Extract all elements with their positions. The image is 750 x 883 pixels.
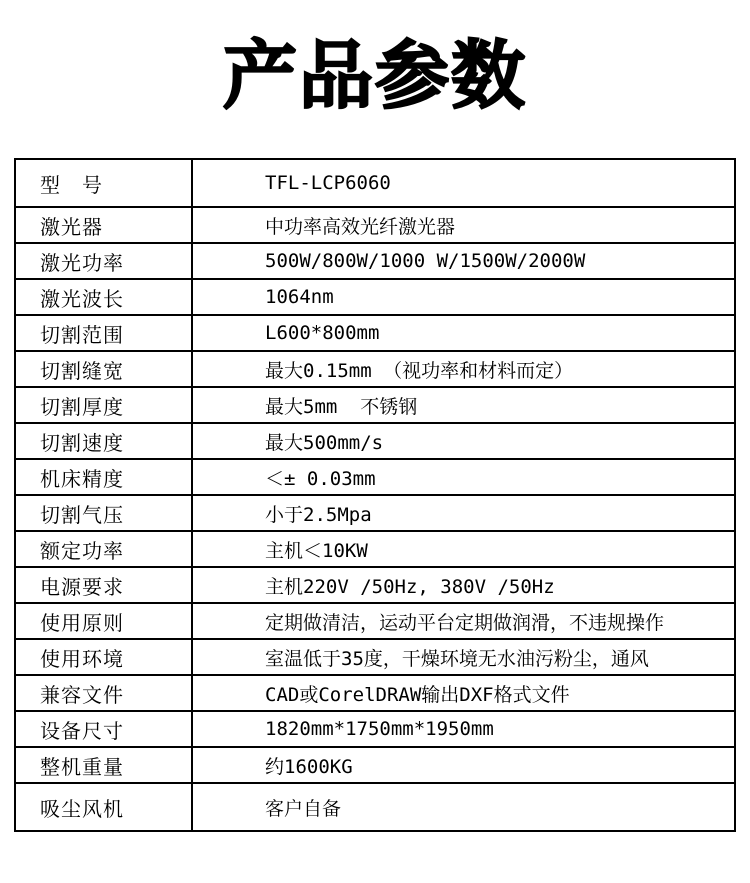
row-value: 最大5mm 不锈钢 bbox=[192, 387, 735, 423]
row-label: 使用原则 bbox=[15, 603, 192, 639]
row-label: 使用环境 bbox=[15, 639, 192, 675]
row-value: 室温低于35度，干燥环境无水油污粉尘，通风 bbox=[192, 639, 735, 675]
row-value: ＜± 0.03mm bbox=[192, 459, 735, 495]
row-value: 1064nm bbox=[192, 279, 735, 315]
table-row bbox=[15, 639, 735, 675]
table-row bbox=[15, 711, 735, 747]
table-row bbox=[15, 315, 735, 351]
row-value: 约1600KG bbox=[192, 747, 735, 783]
table-row bbox=[15, 531, 735, 567]
row-value: 1820mm*1750mm*1950mm bbox=[192, 711, 735, 747]
table-row bbox=[15, 747, 735, 783]
row-label: 切割缝宽 bbox=[15, 351, 192, 387]
row-label: 兼容文件 bbox=[15, 675, 192, 711]
table-row bbox=[15, 603, 735, 639]
row-label: 激光波长 bbox=[15, 279, 192, 315]
row-label: 切割速度 bbox=[15, 423, 192, 459]
row-label: 激光器 bbox=[15, 207, 192, 243]
table-row bbox=[15, 159, 735, 207]
row-value: L600*800mm bbox=[192, 315, 735, 351]
table-row bbox=[15, 783, 735, 831]
table-row bbox=[15, 675, 735, 711]
row-value: 小于2.5Mpa bbox=[192, 495, 735, 531]
table-row bbox=[15, 495, 735, 531]
row-value: 中功率高效光纤激光器 bbox=[192, 207, 735, 243]
row-value: 最大0.15mm （视功率和材料而定） bbox=[192, 351, 735, 387]
spec-table bbox=[14, 158, 736, 832]
row-value: 客户自备 bbox=[192, 783, 735, 831]
row-label: 切割气压 bbox=[15, 495, 192, 531]
row-value: 500W/800W/1000 W/1500W/2000W bbox=[192, 243, 735, 279]
row-value: 定期做清洁，运动平台定期做润滑，不违规操作 bbox=[192, 603, 735, 639]
row-value: CAD或CorelDRAW输出DXF格式文件 bbox=[192, 675, 735, 711]
table-row bbox=[15, 387, 735, 423]
row-label: 切割范围 bbox=[15, 315, 192, 351]
row-label: 型 号 bbox=[15, 159, 192, 207]
row-label: 设备尺寸 bbox=[15, 711, 192, 747]
row-label: 额定功率 bbox=[15, 531, 192, 567]
row-label: 切割厚度 bbox=[15, 387, 192, 423]
row-value: TFL-LCP6060 bbox=[192, 159, 735, 207]
table-row bbox=[15, 423, 735, 459]
row-value: 主机220V /50Hz, 380V /50Hz bbox=[192, 567, 735, 603]
row-label: 整机重量 bbox=[15, 747, 192, 783]
row-label: 激光功率 bbox=[15, 243, 192, 279]
table-row bbox=[15, 459, 735, 495]
row-label: 机床精度 bbox=[15, 459, 192, 495]
table-row bbox=[15, 567, 735, 603]
row-value: 主机＜10KW bbox=[192, 531, 735, 567]
table-row bbox=[15, 243, 735, 279]
table-row bbox=[15, 207, 735, 243]
row-value: 最大500mm/s bbox=[192, 423, 735, 459]
spec-table-body bbox=[15, 159, 735, 831]
table-row bbox=[15, 351, 735, 387]
page-title: 产品参数 bbox=[223, 33, 527, 119]
row-label: 吸尘风机 bbox=[15, 783, 192, 831]
row-label: 电源要求 bbox=[15, 567, 192, 603]
table-row bbox=[15, 279, 735, 315]
